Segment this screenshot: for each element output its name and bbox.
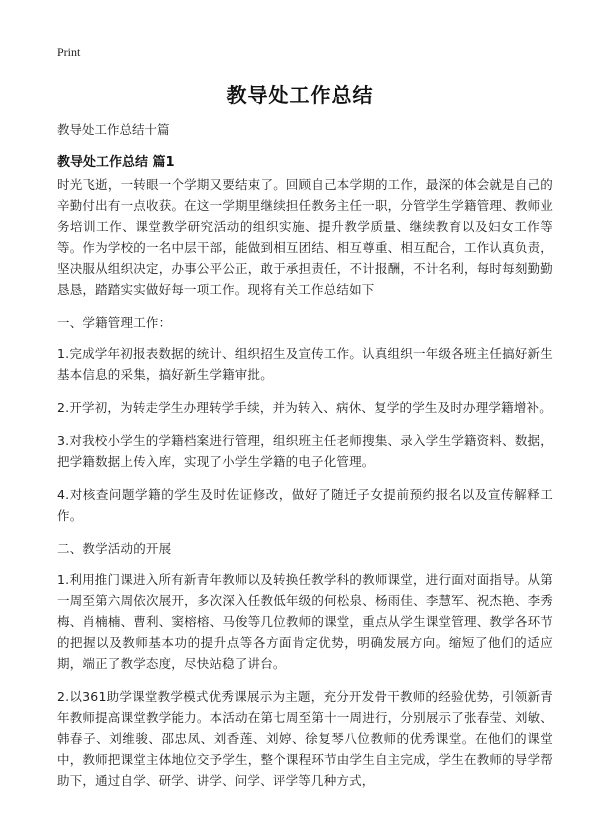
subheading-enrollment: 一、学籍管理工作： <box>57 315 172 330</box>
intro-paragraph: 时光飞逝，一转眼一个学期又要结束了。回顾自己本学期的工作，最深的体会就是自己的辛勤付出有一点收获。在这一学期里继续担任教务主任一职，分管学生学籍管理、教师业务培训工作、课堂教学研究活动的组织实施、提升教学质量、继续教育以及妇女工作等等。作为学校的一名中层干部，能做到相互团结、相互尊重、相互配合，工作认真负责，坚决服从组织决定，办事公平公正，敢于承担责任，不计报酬，不计名利，每时每刻勤勤恳恳，踏踏实实做好每一项工作。现将有关工作总结如下 <box>57 177 553 297</box>
enrollment-item-2: 2.开学初，为转走学生办理转学手续，并为转入、病休、复学的学生及时办理学籍增补。 <box>57 400 552 415</box>
print-link[interactable]: Print <box>57 45 81 59</box>
teaching-item-1: 1.利用推门课进入所有新青年教师以及转换任教学科的教师课堂，进行面对面指导。从第一周至第六周依次展开，多次深入任教低年级的何松泉、杨雨佳、李慧军、祝杰艳、李秀梅、肖楠楠、曹利、窦榕榕、马俊等几位教师的课堂，重点从学生课堂管理、教学各环节的把握以及教师基本功的提升点等各方面肯定优势，明确发展方向。缩短了他们的适应期，端正了教学态度，尽快站稳了讲台。 <box>57 572 553 671</box>
document-title: 教导处工作总结 <box>226 83 374 107</box>
document-subtitle: 教导处工作总结十篇 <box>57 122 170 137</box>
document-body <box>57 174 553 803</box>
enrollment-item-4: 4.对核查问题学籍的学生及时佐证修改，做好了随迁子女提前预约报名以及宣传解释工作。 <box>57 487 553 523</box>
section-heading: 教导处工作总结 篇1 <box>57 155 175 170</box>
enrollment-item-3: 3.对我校小学生的学籍档案进行管理，组织班主任老师搜集、录入学生学籍资料、数据，把学籍数据上传入库，实现了小学生学籍的电子化管理。 <box>57 433 553 469</box>
teaching-item-2: 2.以361助学课堂教学模式优秀课展示为主题，充分开发骨干教师的经验优势，引领新青年教师提高课堂教学能力。本活动在第七周至第十一周进行，分别展示了张春莹、刘敏、韩春子、刘维骏、邵忠凤、刘香莲、刘婷、徐复琴八位教师的优秀课堂。在他们的课堂中，教师把课堂主体地位交予学生，整个课程环节由学生自主完成，学生在教师的导学帮助下，通过自学、研学、讲学、问学、评学等几种方式， <box>57 689 553 788</box>
subheading-teaching: 二、教学活动的开展 <box>57 541 172 556</box>
enrollment-item-1: 1.完成学年初报表数据的统计、组织招生及宣传工作。认真组织一年级各班主任搞好新生基本信息的采集，搞好新生学籍审批。 <box>57 346 553 382</box>
